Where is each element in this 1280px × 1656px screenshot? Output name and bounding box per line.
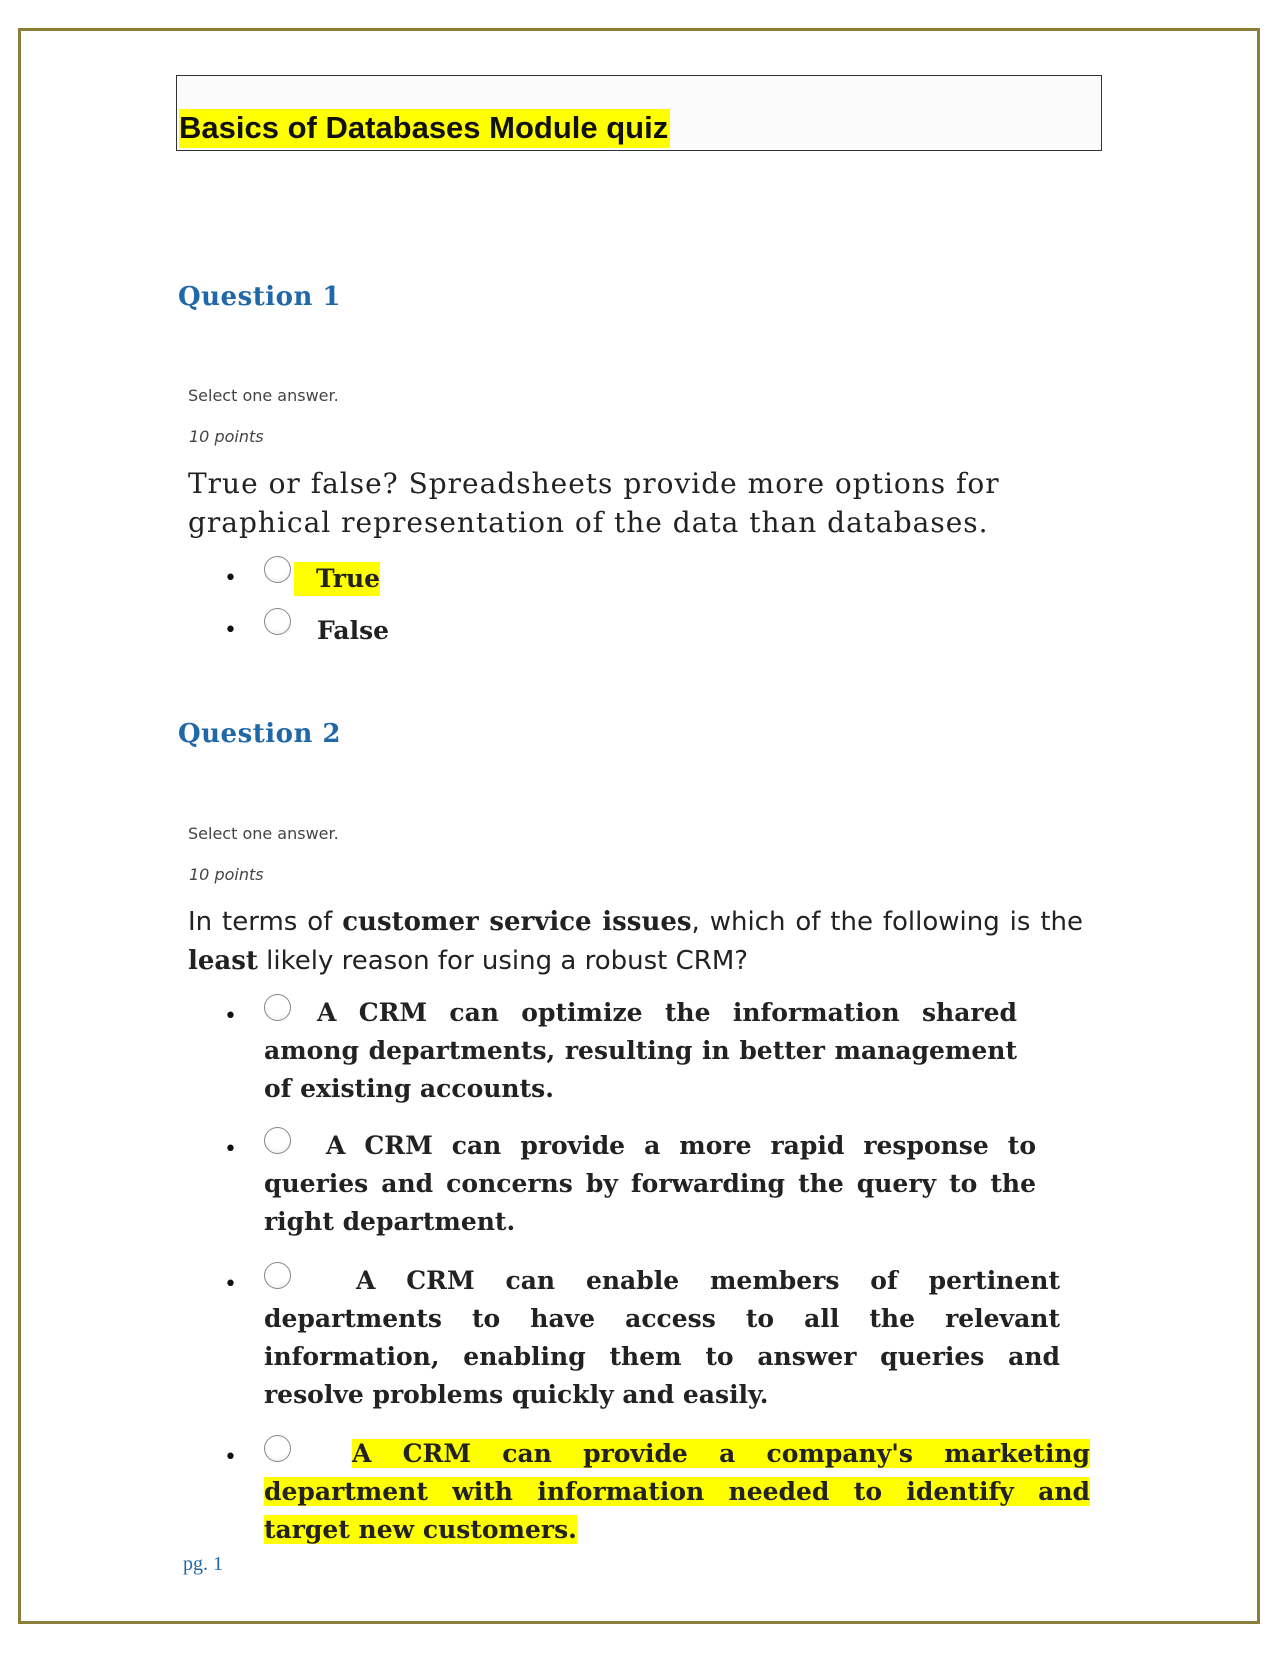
radio-button[interactable]: [264, 556, 291, 583]
question-2-instruction: Select one answer.: [188, 824, 339, 843]
question-1-instruction: Select one answer.: [188, 386, 339, 405]
option-label: False: [317, 616, 390, 645]
question-1-stem: True or false? Spreadsheets provide more options for graphical representation of the data than databases.: [188, 467, 1000, 539]
page-number: pg. 1: [183, 1553, 223, 1575]
option-label: A CRM can provide a company's marketing department with information needed to identify and target new customers.: [264, 1439, 1090, 1544]
question-2-stem: In terms of customer service issues, which of the following is the least likely reason for using a robust CRM?: [188, 907, 1083, 976]
radio-button[interactable]: [264, 608, 291, 635]
bullet-icon: •: [224, 618, 237, 643]
option-label: A CRM can optimize the information shared among departments, resulting in better management of existing accounts.: [264, 998, 1017, 1103]
option-label: A CRM can enable members of pertinent departments to have access to all the relevant information, enabling them to answer queries and resolve problems quickly and easily.: [264, 1266, 1060, 1409]
bullet-icon: •: [224, 1272, 237, 1297]
question-2-points: 10 points: [189, 865, 264, 884]
option-label: True: [294, 562, 380, 596]
bullet-icon: •: [224, 1137, 237, 1162]
document-title: Basics of Databases Module quiz: [179, 109, 670, 148]
title-box: [176, 75, 1102, 151]
question-1-heading: Question 1: [178, 282, 342, 312]
question-1-points: 10 points: [189, 427, 264, 446]
bullet-icon: •: [224, 566, 237, 591]
bullet-icon: •: [224, 1004, 237, 1029]
question-2-heading: Question 2: [178, 719, 342, 749]
option-label: A CRM can provide a more rapid response to queries and concerns by forwarding the query to the right department.: [264, 1131, 1036, 1236]
bullet-icon: •: [224, 1445, 237, 1470]
